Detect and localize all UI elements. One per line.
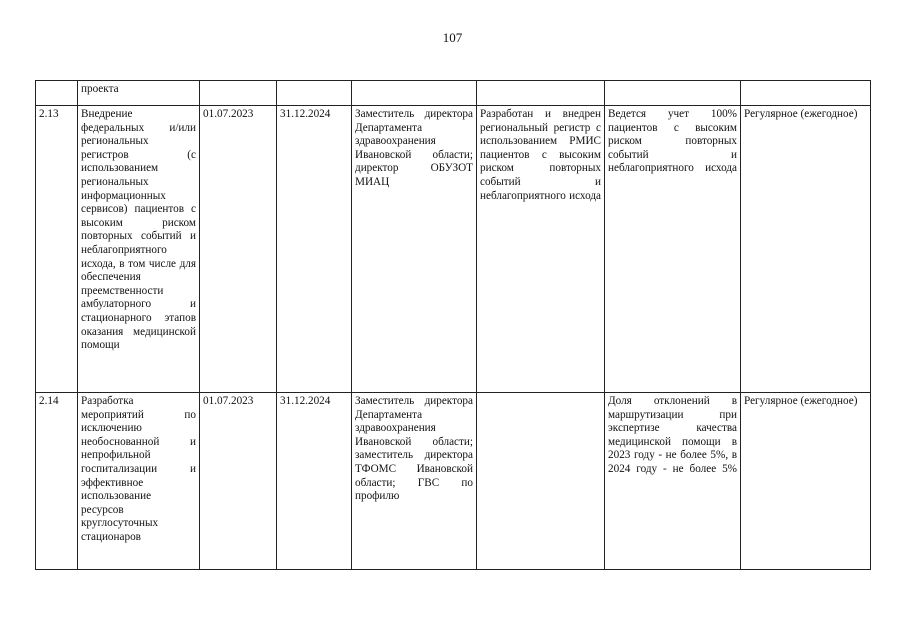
cell-indicator bbox=[605, 81, 741, 106]
cell-event: Разработка мероприятий по исключению необоснованной и непрофильной госпитализации и эффективное использование ресурсов круглосуточных стационаров bbox=[78, 393, 200, 570]
cell-num: 2.13 bbox=[36, 106, 78, 393]
cell-start: 01.07.2023 bbox=[200, 393, 277, 570]
cell-frequency: Регулярное (ежегодное) bbox=[741, 106, 871, 393]
cell-indicator: Ведется учет 100% пациентов с высоким риском повторных событий и неблагоприятного исхода bbox=[605, 106, 741, 393]
cell-responsible bbox=[352, 81, 477, 106]
cell-result bbox=[477, 81, 605, 106]
table-row bbox=[36, 393, 871, 570]
cell-indicator: Доля отклонений в маршрутизации при экспертизе качества медицинской помощи в 2023 году - не более 5%, в 2024 году - не более 5% bbox=[605, 393, 741, 570]
cell-result: Разработан и внедрен региональный регистр с использованием РМИС пациентов с высоким риском повторных событий и неблагоприятного исхода bbox=[477, 106, 605, 393]
cell-end bbox=[277, 81, 352, 106]
cell-start: 01.07.2023 bbox=[200, 106, 277, 393]
cell-end: 31.12.2024 bbox=[277, 393, 352, 570]
cell-num bbox=[36, 81, 78, 106]
cell-responsible: Заместитель директора Департамента здравоохранения Ивановской области; директор ОБУЗОТ МИАЦ bbox=[352, 106, 477, 393]
cell-frequency: Регулярное (ежегодное) bbox=[741, 393, 871, 570]
cell-event: Внедрение федеральных и/или региональных регистров (с использованием региональных информационных сервисов) пациентов с высоким риском повторных событий и неблагоприятного исхода, в том числе для обеспечения преемственности амбулаторного и стационарного этапов оказания медицинской помощи bbox=[78, 106, 200, 393]
table-row-continuation bbox=[36, 81, 871, 106]
page-number: 107 bbox=[442, 30, 463, 45]
action-plan-table bbox=[35, 80, 871, 570]
cell-result bbox=[477, 393, 605, 570]
cell-responsible: Заместитель директора Департамента здравоохранения Ивановской области; заместитель директора ТФОМС Ивановской области; ГВС по профилю bbox=[352, 393, 477, 570]
cell-event: проекта bbox=[78, 81, 200, 106]
cell-start bbox=[200, 81, 277, 106]
table-row bbox=[36, 106, 871, 393]
cell-end: 31.12.2024 bbox=[277, 106, 352, 393]
cell-num: 2.14 bbox=[36, 393, 78, 570]
cell-frequency bbox=[741, 81, 871, 106]
